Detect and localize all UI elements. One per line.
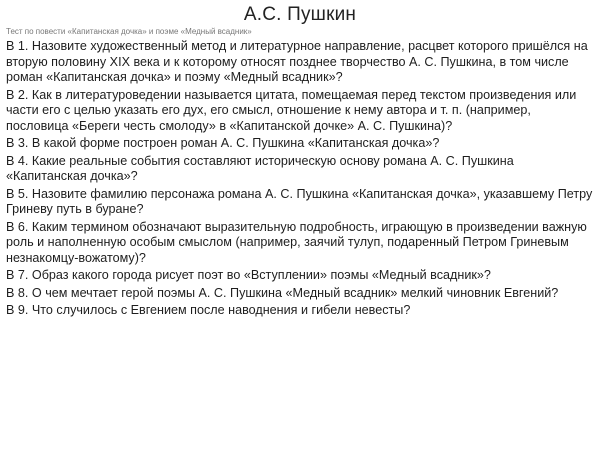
page-title: А.С. Пушкин — [243, 4, 357, 25]
question-item: В 2. Как в литературоведении называется цитата, помещаемая перед текстом произведения или части его с целью указать его дух, его смысл, отношение к нему автора и т. п. (например, пословица «Береги честь смолоду» в «Капитанской дочке» А. С. Пушкина)? — [6, 87, 577, 133]
question-item: В 5. Назовите фамилию персонажа романа А. С. Пушкина «Капитанская дочка», указавшему Петру Гриневу путь в буране? — [6, 186, 593, 216]
question-item: В 4. Какие реальные события составляют историческую основу романа А. С. Пушкина «Капитанская дочка»? — [6, 153, 514, 183]
question-item: В 8. О чем мечтает герой поэмы А. С. Пушкина «Медный всадник» мелкий чиновник Евгений? — [6, 285, 559, 300]
page-subtitle: Тест по повести «Капитанская дочка» и поэме «Медный всадник» — [6, 27, 252, 36]
question-item: В 9. Что случилось с Евгением после наводнения и гибели невесты? — [6, 303, 411, 317]
question-item: В 3. В какой форме построен роман А. С. Пушкина «Капитанская дочка»? — [6, 136, 440, 150]
question-item: В 7. Образ какого города рисует поэт во «Вступлении» поэмы «Медный всадник»? — [6, 268, 491, 282]
question-list — [6, 39, 596, 319]
question-item: В 6. Каким термином обозначают выразительную подробность, играющую в произведении важную роль и наполненную особым смыслом (например, заячий тулуп, подаренный Петром Гриневым незнакомцу-вожатому)? — [6, 219, 587, 265]
question-item: В 1. Назовите художественный метод и литературное направление, расцвет которого пришёлся на вторую половину XIX века и к которому относят позднее творчество А. С. Пушкина, в том числе роман «Капитанская дочка» и поэму «Медный всадник»? — [6, 39, 588, 84]
